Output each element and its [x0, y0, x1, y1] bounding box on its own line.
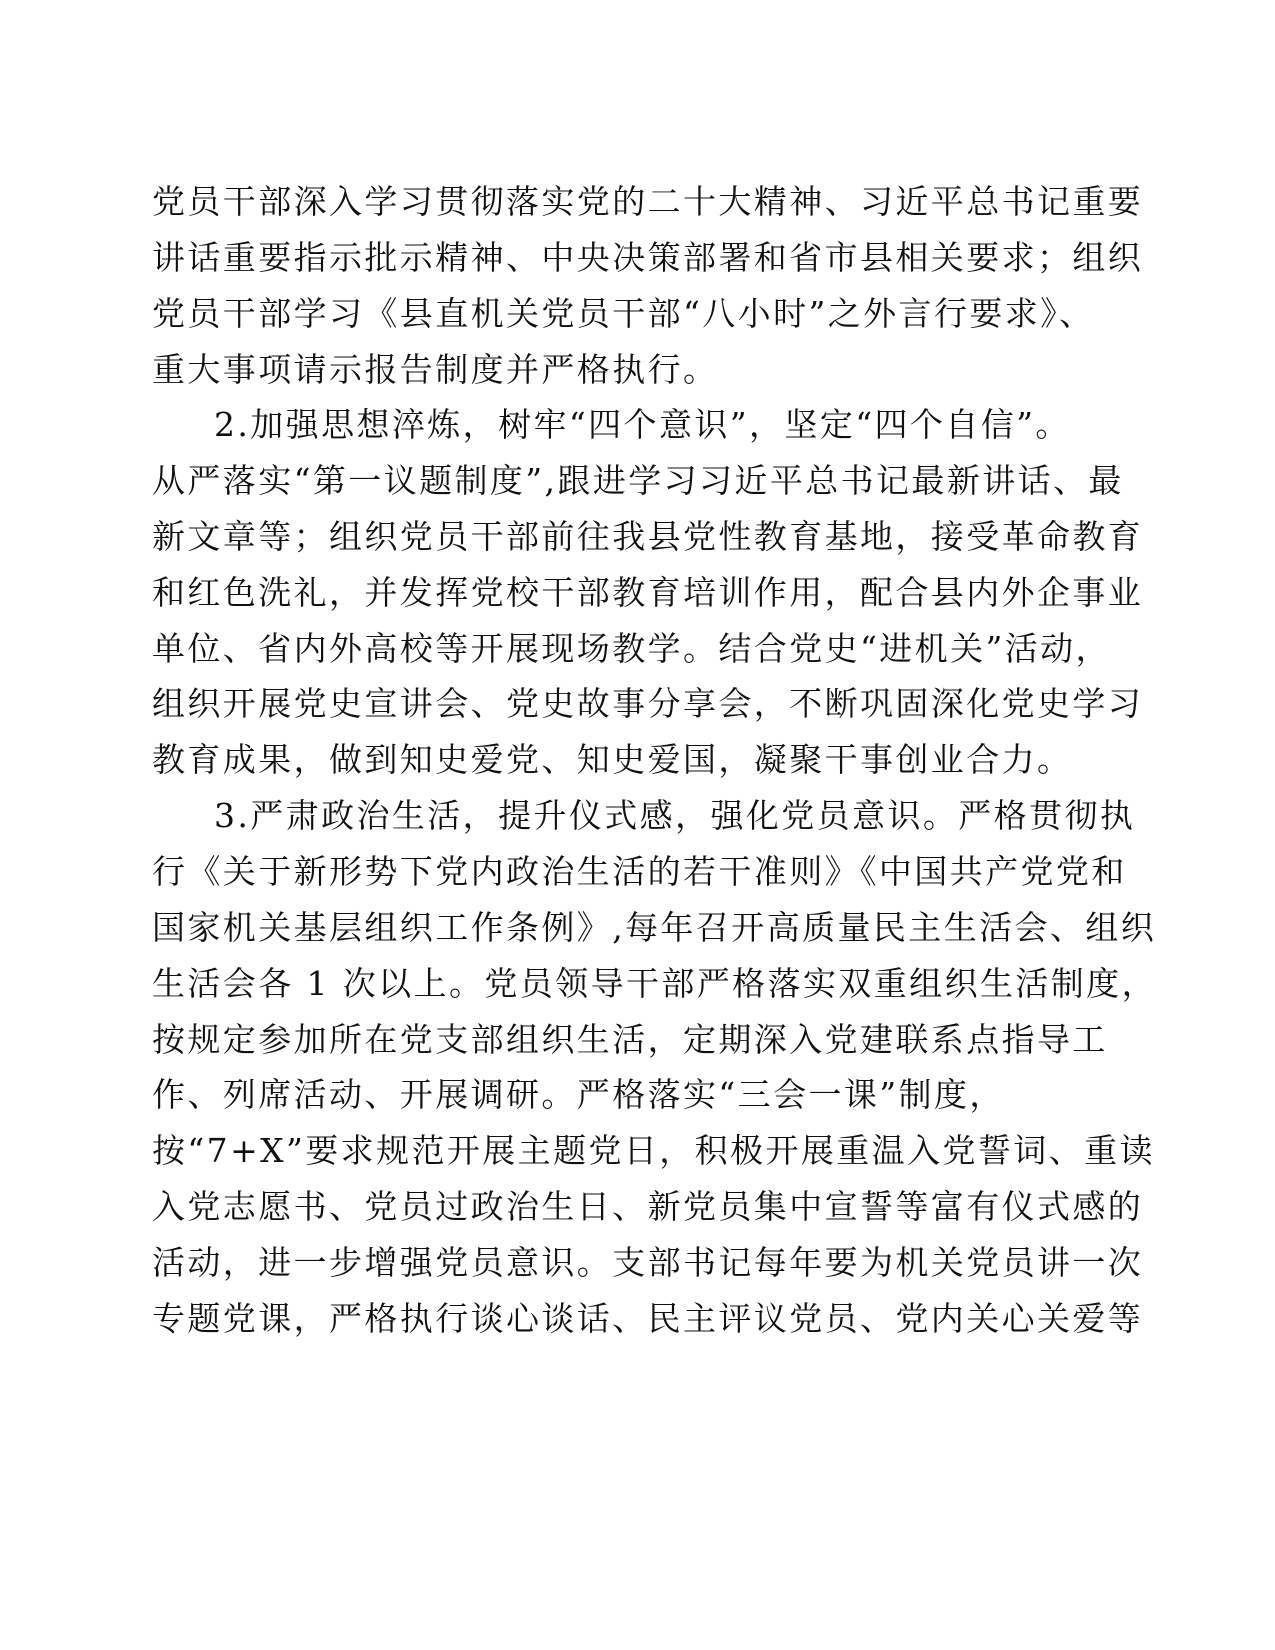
- text-line-9: 单位、省内外高校等开展现场教学。结合党史“进机关”活动，: [152, 629, 1111, 668]
- text-line-20: 活动，进一步增强党员意识。支部书记每年要为机关党员讲一次: [152, 1243, 1144, 1282]
- text-line-14: 国家机关基层组织工作条例》,每年召开高质量民主生活会、组织: [152, 908, 1157, 947]
- text-line-18: 按“7+X”要求规范开展主题党日，积极开展重温入党誓词、重读: [152, 1131, 1155, 1170]
- paragraph-2-first-line: 2.加强思想淬炼，树牢“四个意识”，坚定“四个自信”。: [214, 405, 1071, 444]
- text-line-4: 重大事项请示报告制度并严格执行。: [152, 350, 719, 389]
- text-line-7: 新文章等；组织党员干部前往我县党性教育基地，接受革命教育: [152, 517, 1144, 556]
- text-line-1: 党员干部深入学习贯彻落实党的二十大精神、习近平总书记重要: [152, 182, 1144, 221]
- text-line-16: 按规定参加所在党支部组织生活，定期深入党建联系点指导工: [152, 1020, 1108, 1059]
- text-line-11: 教育成果，做到知史爱党、知史爱国，凝聚干事创业合力。: [152, 740, 1073, 779]
- paragraph-3-first-line: 3.严肃政治生活，提升仪式感，强化党员意识。严格贯彻执: [214, 796, 1136, 835]
- text-line-15: 生活会各 1 次以上。党员领导干部严格落实双重组织生活制度，: [152, 964, 1157, 1003]
- text-line-13: 行《关于新形势下党内政治生活的若干准则》《中国共产党党和: [152, 852, 1127, 891]
- text-line-3: 党员干部学习《县直机关党员干部“八小时”之外言行要求》、: [152, 294, 1095, 333]
- text-line-2: 讲话重要指示批示精神、中央决策部署和省市县相关要求；组织: [152, 238, 1144, 277]
- text-line-10: 组织开展党史宣讲会、党史故事分享会，不断巩固深化党史学习: [152, 684, 1144, 723]
- text-line-8: 和红色洗礼，并发挥党校干部教育培训作用，配合县内外企事业: [152, 573, 1144, 612]
- text-line-17: 作、列席活动、开展调研。严格落实“三会一课”制度，: [152, 1075, 1005, 1114]
- text-line-21: 专题党课，严格执行谈心谈话、民主评议党员、党内关心关爱等: [152, 1299, 1144, 1338]
- text-line-6: 从严落实“第一议题制度”,跟进学习习近平总书记最新讲话、最: [152, 461, 1124, 500]
- text-line-19: 入党志愿书、党员过政治生日、新党员集中宣誓等富有仪式感的: [152, 1187, 1144, 1226]
